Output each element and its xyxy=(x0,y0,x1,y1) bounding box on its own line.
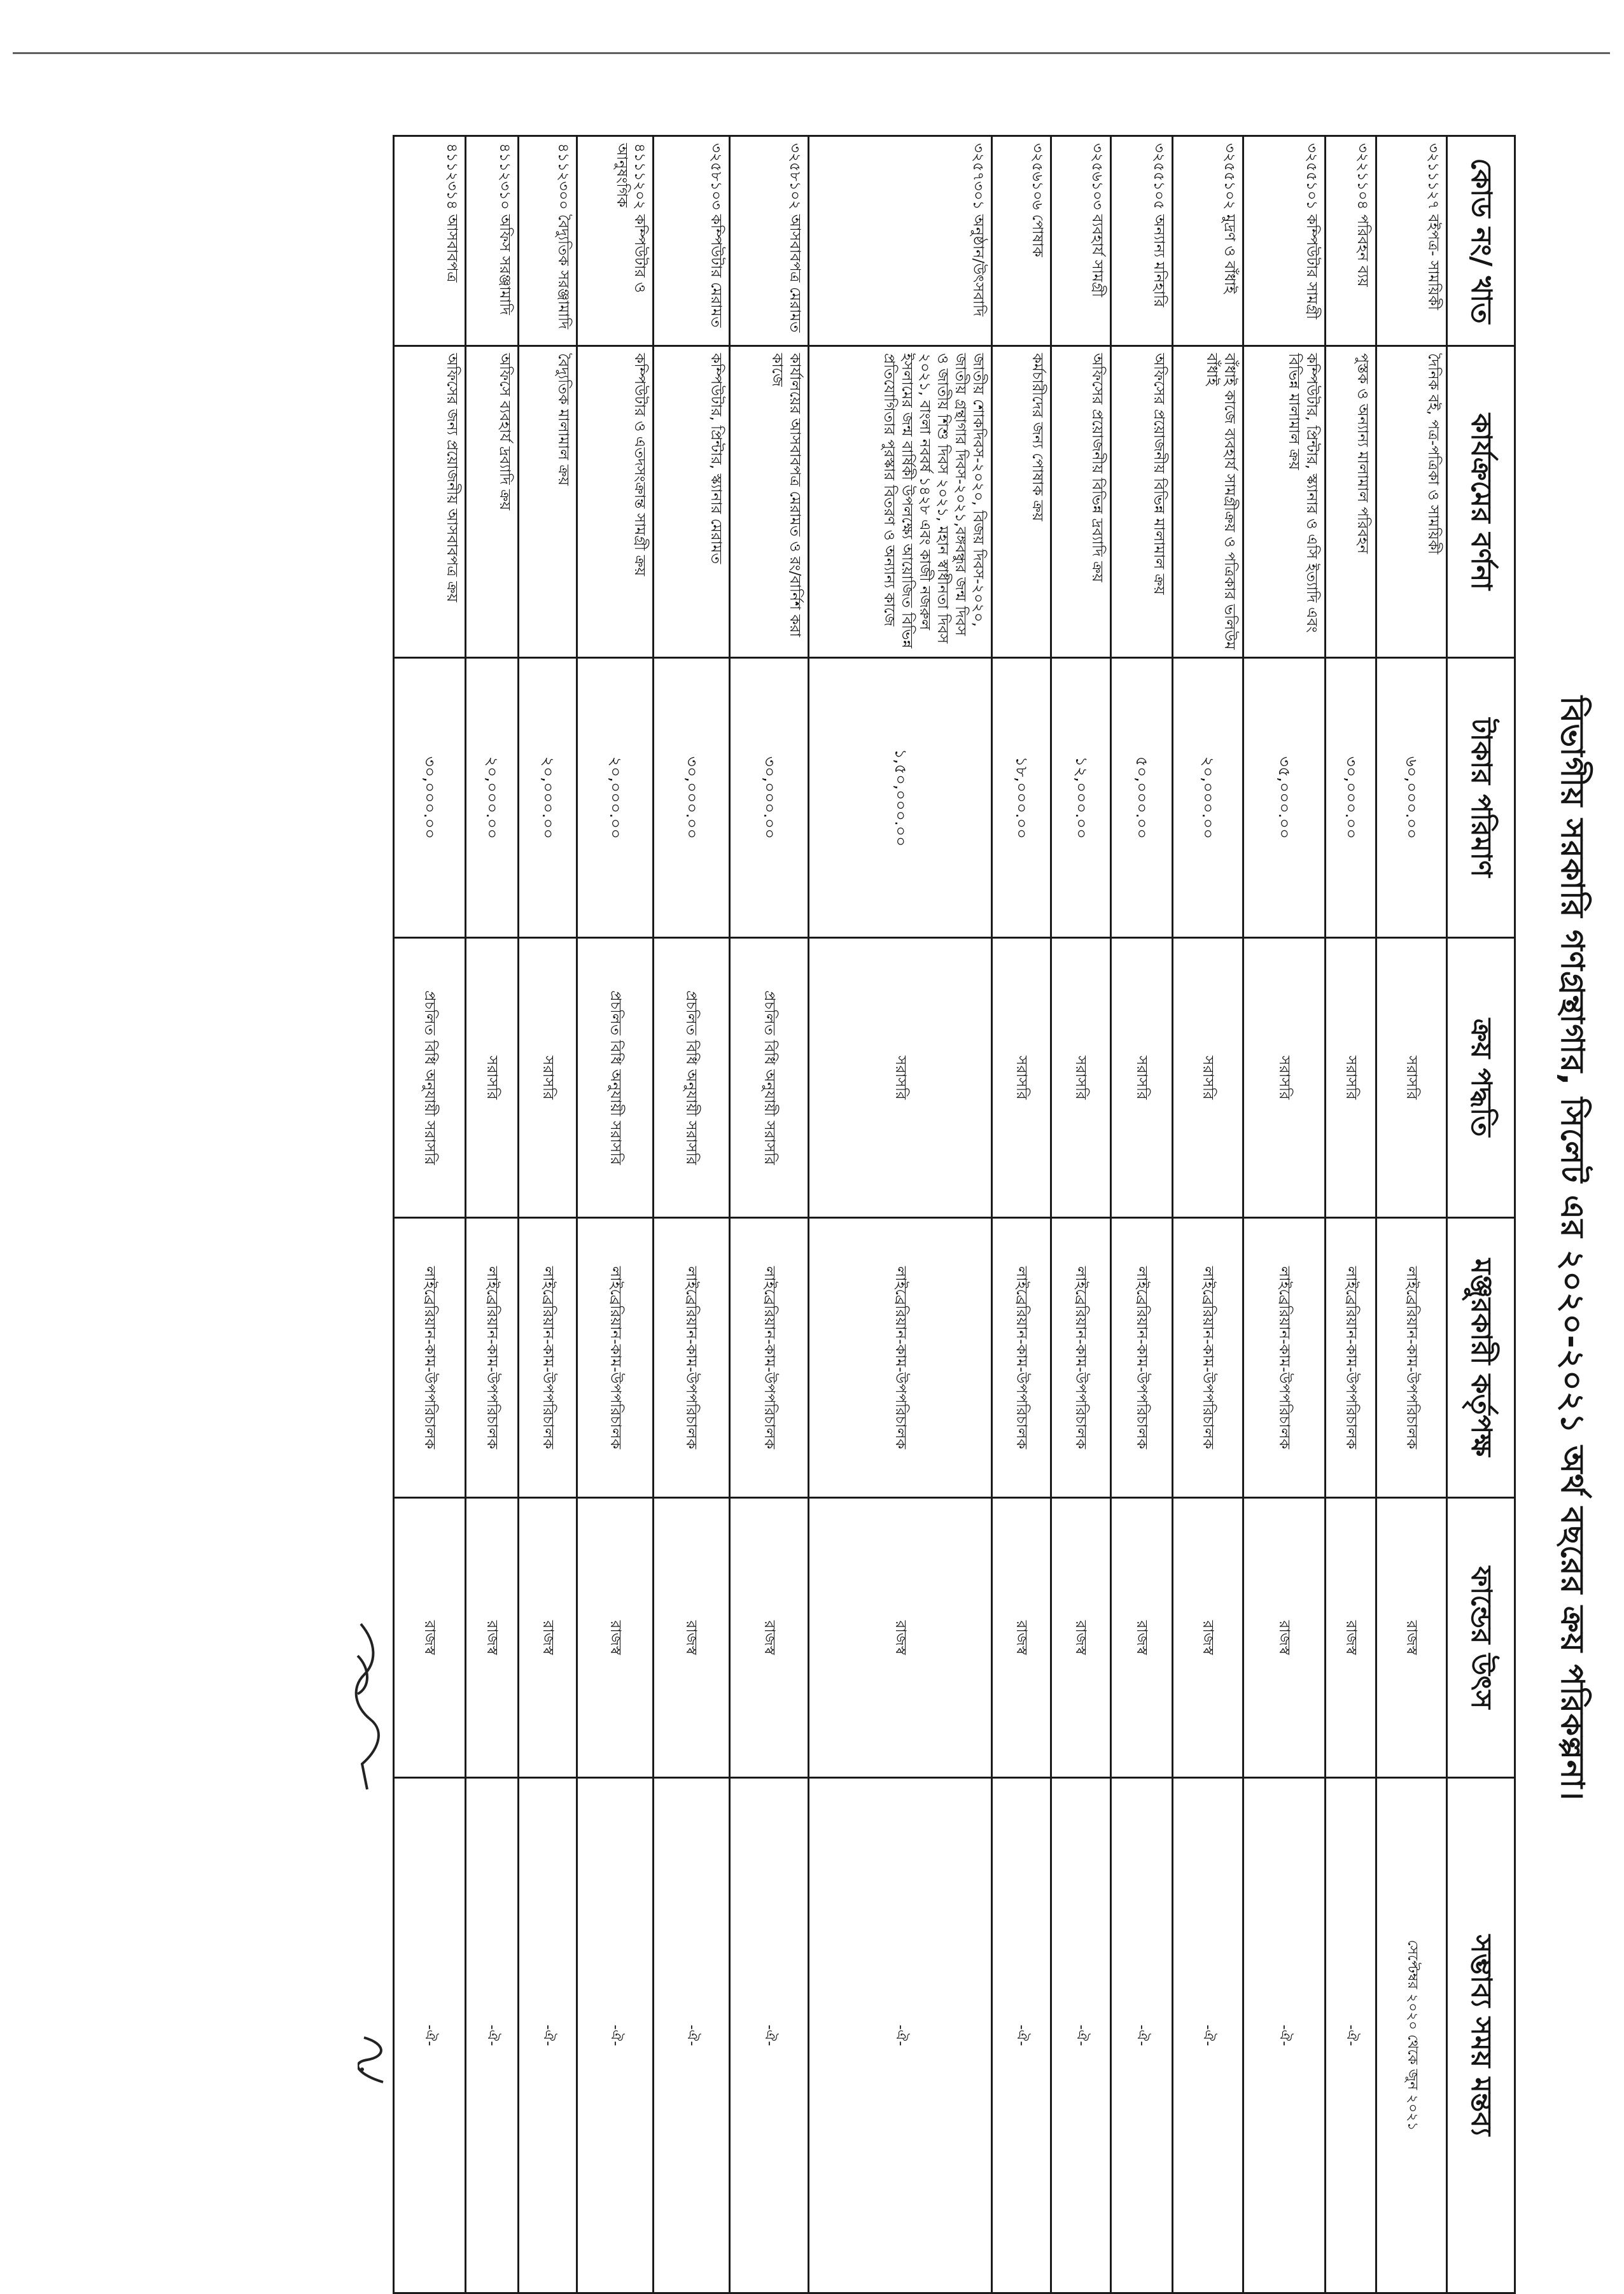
table-row xyxy=(654,136,730,2293)
table-row xyxy=(992,136,1051,2293)
table-body xyxy=(394,136,1447,2293)
cell-authority: লাইব্রেরিয়ান-কাম-উপপরিচালক xyxy=(466,1218,519,1498)
cell-method: সরাসরি xyxy=(809,938,992,1218)
cell-authority: লাইব্রেরিয়ান-কাম-উপপরিচালক xyxy=(809,1218,992,1498)
cell-amount: ৫০,০০০.০০ xyxy=(1111,658,1173,938)
cell-fund: রাজস্ব xyxy=(809,1498,992,1778)
cell-authority: লাইব্রেরিয়ান-কাম-উপপরিচালক xyxy=(992,1218,1051,1498)
cell-authority: লাইব্রেরিয়ান-কাম-উপপরিচালক xyxy=(394,1218,466,1498)
table-row xyxy=(1111,136,1173,2293)
table-row xyxy=(1325,136,1376,2293)
table-row xyxy=(1243,136,1325,2293)
cell-description: অফিসের জন্য প্রয়োজনীয় আসবাবপত্র ক্রয় xyxy=(394,346,466,658)
cell-fund: রাজস্ব xyxy=(654,1498,730,1778)
cell-amount: ১,৫০,০০০.০০ xyxy=(809,658,992,938)
table-row xyxy=(466,136,519,2293)
cell-method: সরাসরি xyxy=(466,938,519,1218)
cell-remark: -ঐ- xyxy=(394,1778,466,2293)
cell-fund: রাজস্ব xyxy=(1325,1498,1376,1778)
cell-method: সরাসরি xyxy=(1243,938,1325,1218)
cell-fund: রাজস্ব xyxy=(518,1498,577,1778)
cell-code: ৩২২১১০৪ পরিবহন ব্যয় xyxy=(1325,136,1376,346)
cell-code: ৩২৫৫১০১ কম্পিউটার সামগ্রী xyxy=(1243,136,1325,346)
cell-remark: -ঐ- xyxy=(1051,1778,1111,2293)
cell-code: ৩২৫৮১০২ আসবাবপত্র মেরামত xyxy=(729,136,808,346)
cell-code: ৩২৫৬১০৬ পোষাক xyxy=(992,136,1051,346)
rotated-document xyxy=(351,135,1605,2292)
cell-fund: রাজস্ব xyxy=(1051,1498,1111,1778)
cell-code: ৩২৫৫১০৫ অন্যান্য মনিহারি xyxy=(1111,136,1173,346)
cell-code: ৪১১২৩১৪ আসবাবপত্র xyxy=(394,136,466,346)
table-row xyxy=(518,136,577,2293)
table-row xyxy=(1376,136,1447,2293)
cell-fund: রাজস্ব xyxy=(577,1498,654,1778)
cell-remark: -ঐ- xyxy=(729,1778,808,2293)
cell-method: সরাসরি xyxy=(992,938,1051,1218)
cell-description: কম্পিউটার ও এতদসংক্রান্ত সামগ্রী ক্রয় xyxy=(577,346,654,658)
cell-amount: ২০,০০০.০০ xyxy=(577,658,654,938)
header-amount: টাকার পরিমাণ xyxy=(1447,658,1515,938)
cell-code: ৩২৫৮১০৩ কম্পিউটার মেরামত xyxy=(654,136,730,346)
cell-remark: -ঐ- xyxy=(466,1778,519,2293)
cell-fund: রাজস্ব xyxy=(394,1498,466,1778)
cell-code: ৩২৫৫১০২ মুদ্রণ ও বাঁধাই xyxy=(1172,136,1243,346)
cell-amount: ৩০,০০০.০০ xyxy=(729,658,808,938)
cell-method: সরাসরি xyxy=(1111,938,1173,1218)
cell-description: কম্পিউটার, প্রিন্টার, স্ক্যানার মেরামত xyxy=(654,346,730,658)
cell-amount: ৩০,০০০.০০ xyxy=(654,658,730,938)
cell-authority: লাইব্রেরিয়ান-কাম-উপপরিচালক xyxy=(1325,1218,1376,1498)
cell-code: ৪১১১২০২ কম্পিউটার ও আনুষংগিক xyxy=(577,136,654,346)
table-row xyxy=(1051,136,1111,2293)
cell-authority: লাইব্রেরিয়ান-কাম-উপপরিচালক xyxy=(1172,1218,1243,1498)
cell-method: সরাসরি xyxy=(1376,938,1447,1218)
cell-fund: রাজস্ব xyxy=(1376,1498,1447,1778)
cell-fund: রাজস্ব xyxy=(729,1498,808,1778)
cell-description: অফিসের প্রয়োজনীয় বিভিন্ন দ্রব্যাদি ক্রয় xyxy=(1051,346,1111,658)
cell-authority: লাইব্রেরিয়ান-কাম-উপপরিচালক xyxy=(1376,1218,1447,1498)
cell-description: কর্মচারীদের জন্য পোষাক ক্রয় xyxy=(992,346,1051,658)
cell-authority: লাইব্রেরিয়ান-কাম-উপপরিচালক xyxy=(1051,1218,1111,1498)
cell-method: সরাসরি xyxy=(1051,938,1111,1218)
header-description: কার্যক্রমের বর্ণনা xyxy=(1447,346,1515,658)
cell-method: সরাসরি xyxy=(1325,938,1376,1218)
scan-edge-line xyxy=(13,52,1610,54)
cell-remark: -ঐ- xyxy=(518,1778,577,2293)
cell-code: ৩২৫৭৩০১ অনুষ্ঠান/উৎসবাদি xyxy=(809,136,992,346)
initial-mark xyxy=(358,2031,393,2088)
cell-amount: ৬০,০০০.০০ xyxy=(1376,658,1447,938)
cell-fund: রাজস্ব xyxy=(1172,1498,1243,1778)
cell-amount: ৩৫,০০০.০০ xyxy=(1243,658,1325,938)
cell-remark: সেপ্টেম্বর ২০২০ থেকে জুন ২০২১ xyxy=(1376,1778,1447,2293)
cell-description: জাতীয় শোকদিবস-২০২০, বিজয় দিবস-২০২০, জাতীয় গ্রন্থাগার দিবস-২০২১,বঙ্গবন্ধুর জন্ম দিবস ও জাতীয় শিশু দিবস ২০২১, মহান স্বাধীনতা দিবস ২০২১, বাংলা নববর্ষ ১৪২৮ এবং কাজী নজরুল ইসলামের জন্ম বার্ষিকী উপলক্ষ্যে আয়োজিত বিভিন্ন প্রতিযোগিতার পুরস্কার বিতরণ ও অন্যান্য কাজে xyxy=(809,346,992,658)
cell-amount: ৩০,০০০.০০ xyxy=(1325,658,1376,938)
cell-description: দৈনিক বই, পত্র-পত্রিকা ও সাময়িকী xyxy=(1376,346,1447,658)
cell-fund: রাজস্ব xyxy=(1111,1498,1173,1778)
cell-authority: লাইব্রেরিয়ান-কাম-উপপরিচালক xyxy=(1243,1218,1325,1498)
cell-amount: ২০,০০০.০০ xyxy=(518,658,577,938)
cell-code: ৩২১১১২৭ বইপত্র- সাময়িকী xyxy=(1376,136,1447,346)
cell-amount: ৩০,০০০.০০ xyxy=(394,658,466,938)
cell-remark: -ঐ- xyxy=(577,1778,654,2293)
cell-method: সরাসরি xyxy=(1172,938,1243,1218)
cell-code: ৩২৫৬১০৩ ব্যবহার্য সামগ্রী xyxy=(1051,136,1111,346)
cell-method: সরাসরি xyxy=(518,938,577,1218)
cell-remark: -ঐ- xyxy=(1111,1778,1173,2293)
cell-fund: রাজস্ব xyxy=(992,1498,1051,1778)
cell-method: প্রচলিত বিধি অনুযায়ী সরাসরি xyxy=(577,938,654,1218)
cell-amount: ১৮,০০০.০০ xyxy=(992,658,1051,938)
cell-description: অফিসের প্রয়োজনীয় বিভিন্ন মালামাল ক্রয় xyxy=(1111,346,1173,658)
cell-amount: ১২,০০০.০০ xyxy=(1051,658,1111,938)
cell-remark: -ঐ- xyxy=(1172,1778,1243,2293)
header-method: ক্রয় পদ্ধতি xyxy=(1447,938,1515,1218)
header-code: কোড নং/ খাত xyxy=(1447,136,1515,346)
cell-authority: লাইব্রেরিয়ান-কাম-উপপরিচালক xyxy=(654,1218,730,1498)
cell-remark: -ঐ- xyxy=(809,1778,992,2293)
cell-authority: লাইব্রেরিয়ান-কাম-উপপরিচালক xyxy=(518,1218,577,1498)
cell-method: প্রচলিত বিধি অনুযায়ী সরাসরি xyxy=(394,938,466,1218)
cell-method: প্রচলিত বিধি অনুযায়ী সরাসরি xyxy=(729,938,808,1218)
table-row xyxy=(729,136,808,2293)
document-title: বিভাগীয় সরকারি গণগ্রন্থাগার, সিলেট এর ২০২০-২০২১ অর্থ বছরের ক্রয় পরিকল্পনা। xyxy=(1554,696,1591,1801)
header-authority: মঞ্জুরকারী কর্তৃপক্ষ xyxy=(1447,1218,1515,1498)
cell-description: কার্যালয়ের আসবাবপত্র মেরামত ও রং/বার্নিশ করা কাজে xyxy=(729,346,808,658)
cell-authority: লাইব্রেরিয়ান-কাম-উপপরিচালক xyxy=(1111,1218,1173,1498)
table-row xyxy=(809,136,992,2293)
table-row xyxy=(577,136,654,2293)
table-row xyxy=(1172,136,1243,2293)
cell-method: প্রচলিত বিধি অনুযায়ী সরাসরি xyxy=(654,938,730,1218)
cell-fund: রাজস্ব xyxy=(466,1498,519,1778)
cell-code: ৪১১২৩১০ অফিস সরঞ্জামাদি xyxy=(466,136,519,346)
cell-remark: -ঐ- xyxy=(1243,1778,1325,2293)
cell-amount: ২০,০০০.০০ xyxy=(1172,658,1243,938)
header-fund: ফান্ডের উৎস xyxy=(1447,1498,1515,1778)
signature-mark xyxy=(351,1618,380,1796)
procurement-plan-table xyxy=(393,135,1516,2294)
cell-remark: -ঐ- xyxy=(992,1778,1051,2293)
cell-amount: ২০,০০০.০০ xyxy=(466,658,519,938)
table-header-row xyxy=(1447,136,1515,2293)
cell-authority: লাইব্রেরিয়ান-কাম-উপপরিচালক xyxy=(577,1218,654,1498)
table-row xyxy=(394,136,466,2293)
cell-remark: -ঐ- xyxy=(1325,1778,1376,2293)
cell-description: বাঁধাই কাজে ব্যবহার্য সামগ্রীক্রয় ও পত্রিকার ভলিউম বাঁধাই xyxy=(1172,346,1243,658)
cell-description: পুস্তক ও অন্যান্য মালামাল পরিবহন xyxy=(1325,346,1376,658)
header-remark: সম্ভাব্য সময় মন্তব্য xyxy=(1447,1778,1515,2293)
cell-authority: লাইব্রেরিয়ান-কাম-উপপরিচালক xyxy=(729,1218,808,1498)
cell-fund: রাজস্ব xyxy=(1243,1498,1325,1778)
cell-remark: -ঐ- xyxy=(654,1778,730,2293)
cell-description: বৈদ্যুতিক মালামাল ক্রয় xyxy=(518,346,577,658)
cell-description: কম্পিউটার, প্রিন্টার, স্ক্যানার ও এসি ইত্যাদি এবং বিভিন্ন মালামাল ক্রয় xyxy=(1243,346,1325,658)
cell-code: ৪১১২৩০০ বৈদ্যুতিক সরঞ্জামাদি xyxy=(518,136,577,346)
cell-description: অফিসে ব্যবহার্য দ্রব্যাদি ক্রয় xyxy=(466,346,519,658)
